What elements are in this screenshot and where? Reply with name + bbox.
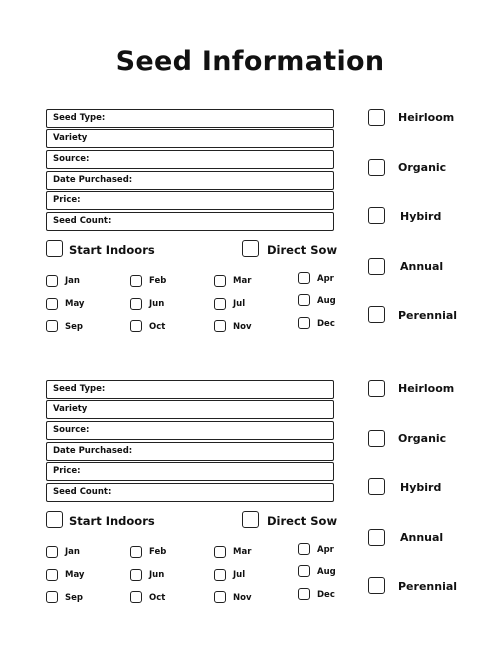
start-indoors-checkbox[interactable] (46, 511, 63, 528)
start-indoors-label: Start Indoors (69, 514, 155, 528)
hybird-checkbox[interactable] (368, 207, 385, 224)
dec-label: Dec (317, 590, 335, 600)
jan-label: Jan (65, 547, 80, 557)
perennial-label: Perennial (398, 580, 458, 593)
seed-count-field[interactable]: Seed Count: (46, 483, 334, 502)
sep-label: Sep (65, 322, 83, 332)
aug-checkbox[interactable] (298, 565, 310, 577)
feb-label: Feb (149, 547, 167, 557)
hybird-label: Hybird (400, 481, 442, 494)
oct-checkbox[interactable] (130, 320, 142, 332)
seed-section-2 (0, 377, 500, 627)
oct-label: Oct (149, 322, 166, 332)
annual-label: Annual (400, 260, 444, 273)
mar-label: Mar (233, 547, 252, 557)
mar-checkbox[interactable] (214, 275, 226, 287)
oct-checkbox[interactable] (130, 591, 142, 603)
seed-section-1 (0, 106, 500, 356)
may-label: May (65, 570, 85, 580)
perennial-checkbox[interactable] (368, 577, 385, 594)
feb-checkbox[interactable] (130, 275, 142, 287)
may-label: May (65, 299, 85, 309)
seed-type-field[interactable]: Seed Type: (46, 109, 334, 128)
feb-label: Feb (149, 276, 167, 286)
heirloom-label: Heirloom (398, 111, 455, 124)
feb-checkbox[interactable] (130, 546, 142, 558)
mar-checkbox[interactable] (214, 546, 226, 558)
organic-label: Organic (398, 161, 447, 174)
nov-checkbox[interactable] (214, 320, 226, 332)
organic-checkbox[interactable] (368, 159, 385, 176)
heirloom-checkbox[interactable] (368, 380, 385, 397)
perennial-checkbox[interactable] (368, 306, 385, 323)
jul-label: Jul (233, 570, 246, 580)
apr-checkbox[interactable] (298, 543, 310, 555)
aug-checkbox[interactable] (298, 294, 310, 306)
heirloom-label: Heirloom (398, 382, 455, 395)
seed-type-field[interactable]: Seed Type: (46, 380, 334, 399)
sep-checkbox[interactable] (46, 320, 58, 332)
seed-count-field[interactable]: Seed Count: (46, 212, 334, 231)
jan-label: Jan (65, 276, 80, 286)
variety-field[interactable]: Variety (46, 400, 334, 419)
jul-label: Jul (233, 299, 246, 309)
aug-label: Aug (317, 567, 336, 577)
source-field[interactable]: Source: (46, 150, 334, 169)
date-purchased-field[interactable]: Date Purchased: (46, 442, 334, 461)
price-field[interactable]: Price: (46, 191, 334, 210)
annual-checkbox[interactable] (368, 258, 385, 275)
mar-label: Mar (233, 276, 252, 286)
jun-label: Jun (149, 570, 165, 580)
dec-checkbox[interactable] (298, 317, 310, 329)
organic-label: Organic (398, 432, 447, 445)
dec-checkbox[interactable] (298, 588, 310, 600)
hybird-label: Hybird (400, 210, 442, 223)
may-checkbox[interactable] (46, 298, 58, 310)
sep-label: Sep (65, 593, 83, 603)
nov-label: Nov (233, 322, 252, 332)
organic-checkbox[interactable] (368, 430, 385, 447)
page-title: Seed Information (115, 46, 385, 77)
hybird-checkbox[interactable] (368, 478, 385, 495)
direct-sow-label: Direct Sow (267, 243, 338, 257)
aug-label: Aug (317, 296, 336, 306)
jul-checkbox[interactable] (214, 569, 226, 581)
jan-checkbox[interactable] (46, 275, 58, 287)
source-field[interactable]: Source: (46, 421, 334, 440)
nov-label: Nov (233, 593, 252, 603)
start-indoors-checkbox[interactable] (46, 240, 63, 257)
jun-label: Jun (149, 299, 165, 309)
annual-label: Annual (400, 531, 444, 544)
heirloom-checkbox[interactable] (368, 109, 385, 126)
variety-field[interactable]: Variety (46, 129, 334, 148)
apr-checkbox[interactable] (298, 272, 310, 284)
dec-label: Dec (317, 319, 335, 329)
direct-sow-label: Direct Sow (267, 514, 338, 528)
price-field[interactable]: Price: (46, 462, 334, 481)
jan-checkbox[interactable] (46, 546, 58, 558)
direct-sow-checkbox[interactable] (242, 511, 259, 528)
jun-checkbox[interactable] (130, 298, 142, 310)
perennial-label: Perennial (398, 309, 458, 322)
apr-label: Apr (317, 545, 334, 555)
direct-sow-checkbox[interactable] (242, 240, 259, 257)
date-purchased-field[interactable]: Date Purchased: (46, 171, 334, 190)
annual-checkbox[interactable] (368, 529, 385, 546)
jul-checkbox[interactable] (214, 298, 226, 310)
apr-label: Apr (317, 274, 334, 284)
nov-checkbox[interactable] (214, 591, 226, 603)
start-indoors-label: Start Indoors (69, 243, 155, 257)
oct-label: Oct (149, 593, 166, 603)
jun-checkbox[interactable] (130, 569, 142, 581)
may-checkbox[interactable] (46, 569, 58, 581)
sep-checkbox[interactable] (46, 591, 58, 603)
